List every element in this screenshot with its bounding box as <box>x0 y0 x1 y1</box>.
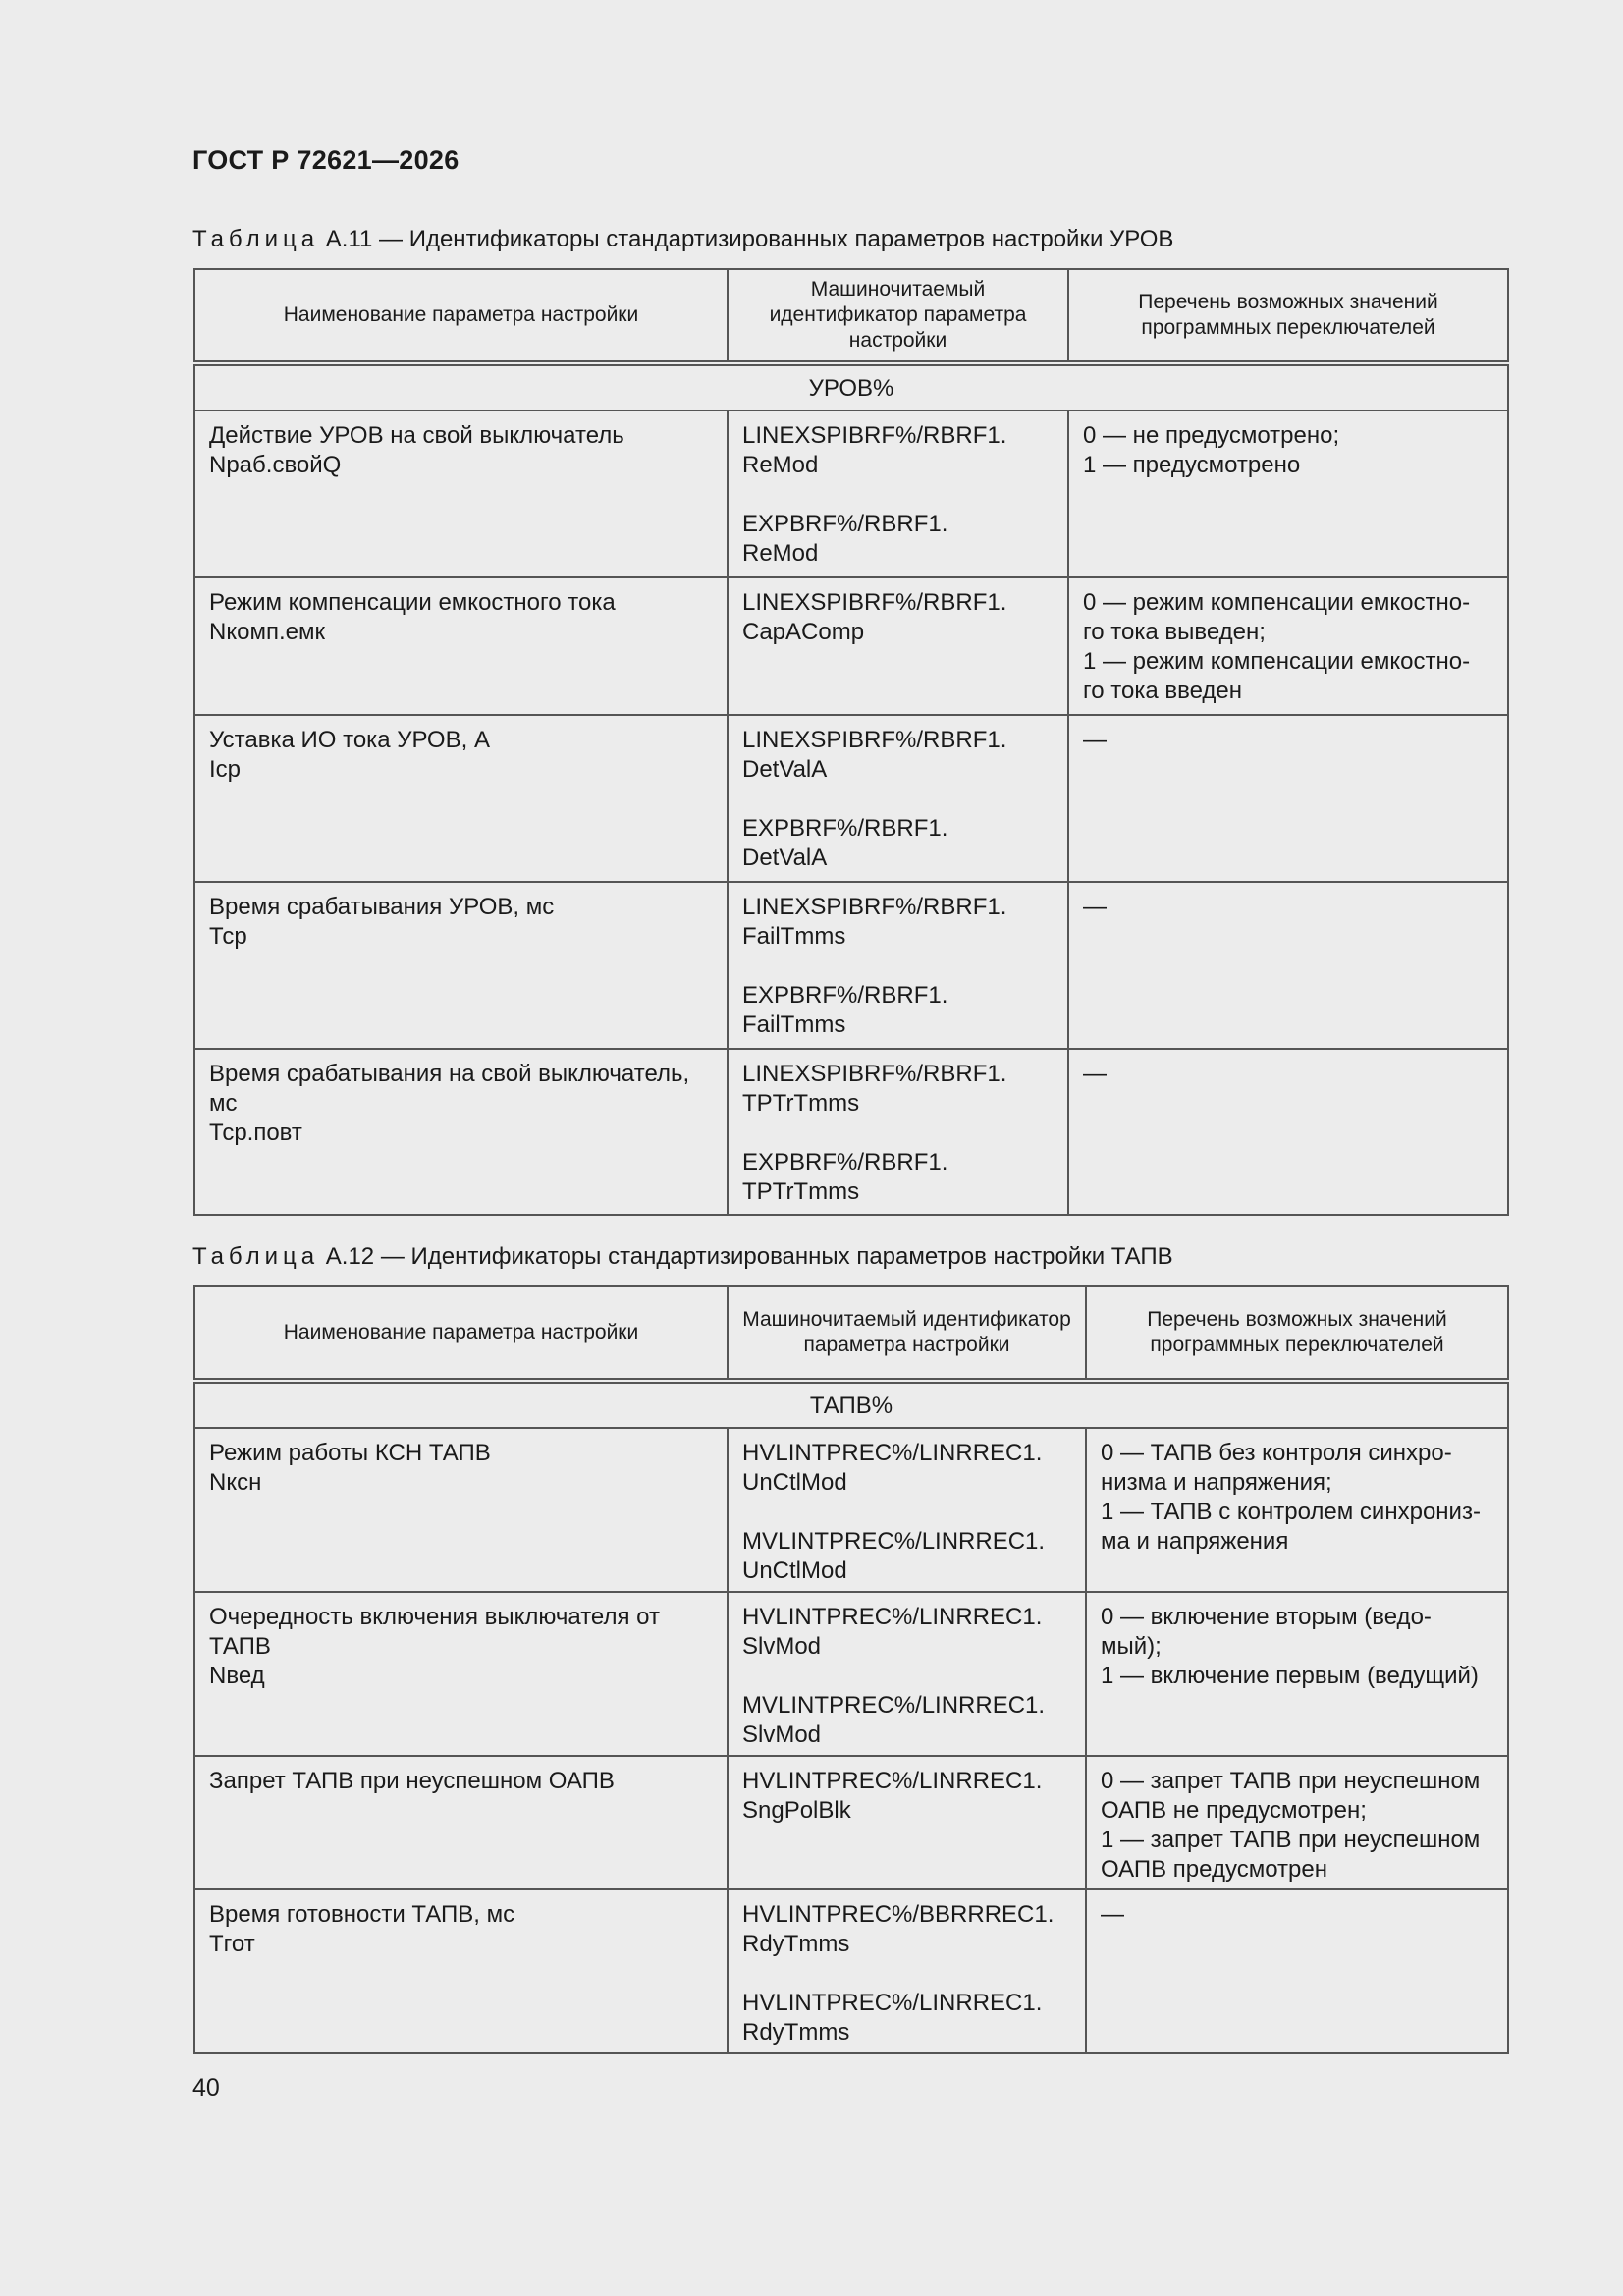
cell-line: Тгот <box>209 1931 255 1957</box>
cell-line: HVLINTPREC%/LINRREC1. <box>742 1768 1043 1794</box>
identifier-cell <box>728 1756 1086 1889</box>
cell-line: MVLINTPREC%/LINRREC1. <box>742 1528 1046 1555</box>
table-row <box>194 882 1508 1049</box>
cell-line: 0 — режим компенсации емкостно- <box>1083 589 1471 616</box>
cell-line: Режим компенсации емкостного тока <box>209 589 616 616</box>
cell-line: LINEXSPIBRF%/RBRF1. <box>742 727 1007 753</box>
cell-line: TPTrTmms <box>742 1090 860 1117</box>
cell-line: FailTmms <box>742 923 846 950</box>
cell-line: Nраб.свойQ <box>209 452 342 478</box>
document-header: ГОСТ Р 72621—2026 <box>192 145 460 175</box>
cell-line: 0 — запрет ТАПВ при неуспешном <box>1101 1768 1481 1794</box>
cell-line: LINEXSPIBRF%/RBRF1. <box>742 1061 1007 1087</box>
cell-line: Nксн <box>209 1469 262 1496</box>
cell-line: FailTmms <box>742 1011 846 1038</box>
cell-line <box>742 785 1054 814</box>
cell-line: ма и напряжения <box>1101 1528 1289 1555</box>
cell-line: DetValA <box>742 845 828 871</box>
cell-line: Nкомп.емк <box>209 619 325 645</box>
cell-line: 1 — включение первым (ведущий) <box>1101 1663 1479 1689</box>
cell-line: EXPBRF%/RBRF1. <box>742 815 948 842</box>
identifier-cell <box>728 1592 1086 1756</box>
section-header: ТАПВ% <box>194 1381 1508 1428</box>
cell-line: SlvMod <box>742 1633 822 1660</box>
cell-line: 0 — ТАПВ без контроля синхро- <box>1101 1440 1452 1466</box>
caption-text: А.12 — Идентификаторы стандартизированных параметров настройки ТАПВ <box>325 1243 1173 1270</box>
cell-line: Время срабатывания УРОВ, мс <box>209 894 555 920</box>
table-row <box>194 410 1508 577</box>
cell-line: Уставка ИО тока УРОВ, А <box>209 727 490 753</box>
cell-line: EXPBRF%/RBRF1. <box>742 511 948 537</box>
cell-line: ОАПВ предусмотрен <box>1101 1856 1327 1883</box>
cell-line: 1 — ТАПВ с контролем синхрониз- <box>1101 1499 1481 1525</box>
cell-line: LINEXSPIBRF%/RBRF1. <box>742 894 1007 920</box>
table-row <box>194 1428 1508 1592</box>
cell-line: 1 — предусмотрено <box>1083 452 1301 478</box>
cell-line: ReMod <box>742 540 819 567</box>
cell-line: Тср <box>209 923 247 950</box>
param-name-cell <box>194 1592 728 1756</box>
cell-line <box>742 1119 1054 1148</box>
values-cell <box>1086 1428 1508 1592</box>
identifier-cell <box>728 1428 1086 1592</box>
column-header-id: Машиночитаемый идентификатор параметра настройки <box>728 269 1068 363</box>
column-header-id: Машиночитаемый идентификатор параметра настройки <box>728 1286 1086 1381</box>
cell-line: SlvMod <box>742 1722 822 1748</box>
cell-line: Тср.повт <box>209 1120 302 1146</box>
cell-line: ReMod <box>742 452 819 478</box>
cell-line: SngPolBlk <box>742 1797 851 1824</box>
cell-line: DetValA <box>742 756 828 783</box>
identifier-cell <box>728 882 1068 1049</box>
cell-line: — <box>1083 1061 1107 1087</box>
cell-line: LINEXSPIBRF%/RBRF1. <box>742 422 1007 449</box>
values-cell <box>1068 577 1508 715</box>
cell-line: 0 — не предусмотрено; <box>1083 422 1340 449</box>
cell-line: EXPBRF%/RBRF1. <box>742 1149 948 1175</box>
param-name-cell <box>194 577 728 715</box>
cell-line: CapAComp <box>742 619 865 645</box>
param-name-cell <box>194 1756 728 1889</box>
column-header-values: Перечень возможных значений программных переключателей <box>1068 269 1508 363</box>
cell-line: RdyTmms <box>742 1931 850 1957</box>
cell-line: 0 — включение вторым (ведо- <box>1101 1604 1432 1630</box>
cell-line: Iср <box>209 756 242 783</box>
cell-line: Режим работы КСН ТАПВ <box>209 1440 491 1466</box>
values-cell <box>1086 1889 1508 2053</box>
cell-line: MVLINTPREC%/LINRREC1. <box>742 1692 1046 1719</box>
cell-line: го тока введен <box>1083 678 1243 704</box>
values-cell <box>1068 715 1508 882</box>
cell-line: Время готовности ТАПВ, мс <box>209 1901 515 1928</box>
table-row <box>194 1756 1508 1889</box>
table-row <box>194 1592 1508 1756</box>
identifier-cell <box>728 715 1068 882</box>
table-row <box>194 715 1508 882</box>
cell-line: Nвед <box>209 1663 265 1689</box>
cell-line: LINEXSPIBRF%/RBRF1. <box>742 589 1007 616</box>
table-row <box>194 577 1508 715</box>
param-name-cell <box>194 410 728 577</box>
table-row <box>194 1049 1508 1215</box>
values-cell <box>1068 882 1508 1049</box>
table-12 <box>193 1285 1509 2054</box>
column-header-name: Наименование параметра настройки <box>194 1286 728 1381</box>
cell-line: UnCtlMod <box>742 1558 847 1584</box>
cell-line: HVLINTPREC%/LINRREC1. <box>742 1990 1043 2016</box>
cell-line: Очередность включения выключателя от <box>209 1604 660 1630</box>
cell-line: мый); <box>1101 1633 1162 1660</box>
cell-line: мс <box>209 1090 238 1117</box>
cell-line: UnCtlMod <box>742 1469 847 1496</box>
cell-line: TPTrTmms <box>742 1178 860 1205</box>
cell-line: HVLINTPREC%/BBRRREC1. <box>742 1901 1055 1928</box>
section-header: УРОВ% <box>194 363 1508 410</box>
cell-line: 1 — запрет ТАПВ при неуспешном <box>1101 1827 1481 1853</box>
column-header-values: Перечень возможных значений программных переключателей <box>1086 1286 1508 1381</box>
param-name-cell <box>194 715 728 882</box>
cell-line <box>742 1498 1071 1527</box>
cell-line: — <box>1083 894 1107 920</box>
cell-line: RdyTmms <box>742 2019 850 2046</box>
table-11 <box>193 268 1509 1216</box>
cell-line <box>742 480 1054 510</box>
cell-line: 1 — режим компенсации емкостно- <box>1083 648 1471 675</box>
table-12-caption <box>192 1243 1173 1271</box>
caption-word: Таблица <box>192 1243 320 1270</box>
cell-line: ОАПВ не предусмотрен; <box>1101 1797 1367 1824</box>
cell-line: ТАПВ <box>209 1633 271 1660</box>
cell-line: Запрет ТАПВ при неуспешном ОАПВ <box>209 1768 615 1794</box>
column-header-name: Наименование параметра настройки <box>194 269 728 363</box>
param-name-cell <box>194 1889 728 2053</box>
cell-line: низма и напряжения; <box>1101 1469 1332 1496</box>
cell-line: — <box>1083 727 1107 753</box>
cell-line <box>742 1662 1071 1691</box>
cell-line: Действие УРОВ на свой выключатель <box>209 422 624 449</box>
table-row <box>194 1889 1508 2053</box>
identifier-cell <box>728 577 1068 715</box>
values-cell <box>1086 1592 1508 1756</box>
cell-line <box>742 1959 1071 1989</box>
cell-line: HVLINTPREC%/LINRREC1. <box>742 1440 1043 1466</box>
cell-line: го тока выведен; <box>1083 619 1266 645</box>
values-cell <box>1068 410 1508 577</box>
cell-line: HVLINTPREC%/LINRREC1. <box>742 1604 1043 1630</box>
param-name-cell <box>194 1428 728 1592</box>
page-number: 40 <box>192 2074 220 2102</box>
identifier-cell <box>728 410 1068 577</box>
caption-text: А.11 — Идентификаторы стандартизированных параметров настройки УРОВ <box>325 226 1174 252</box>
cell-line: EXPBRF%/RBRF1. <box>742 982 948 1009</box>
identifier-cell <box>728 1889 1086 2053</box>
caption-word: Таблица <box>192 226 320 252</box>
cell-line <box>742 952 1054 981</box>
values-cell <box>1068 1049 1508 1215</box>
identifier-cell <box>728 1049 1068 1215</box>
param-name-cell <box>194 1049 728 1215</box>
table-11-caption <box>192 226 1173 253</box>
values-cell <box>1086 1756 1508 1889</box>
cell-line: Время срабатывания на свой выключатель, <box>209 1061 690 1087</box>
param-name-cell <box>194 882 728 1049</box>
cell-line: — <box>1101 1901 1124 1928</box>
